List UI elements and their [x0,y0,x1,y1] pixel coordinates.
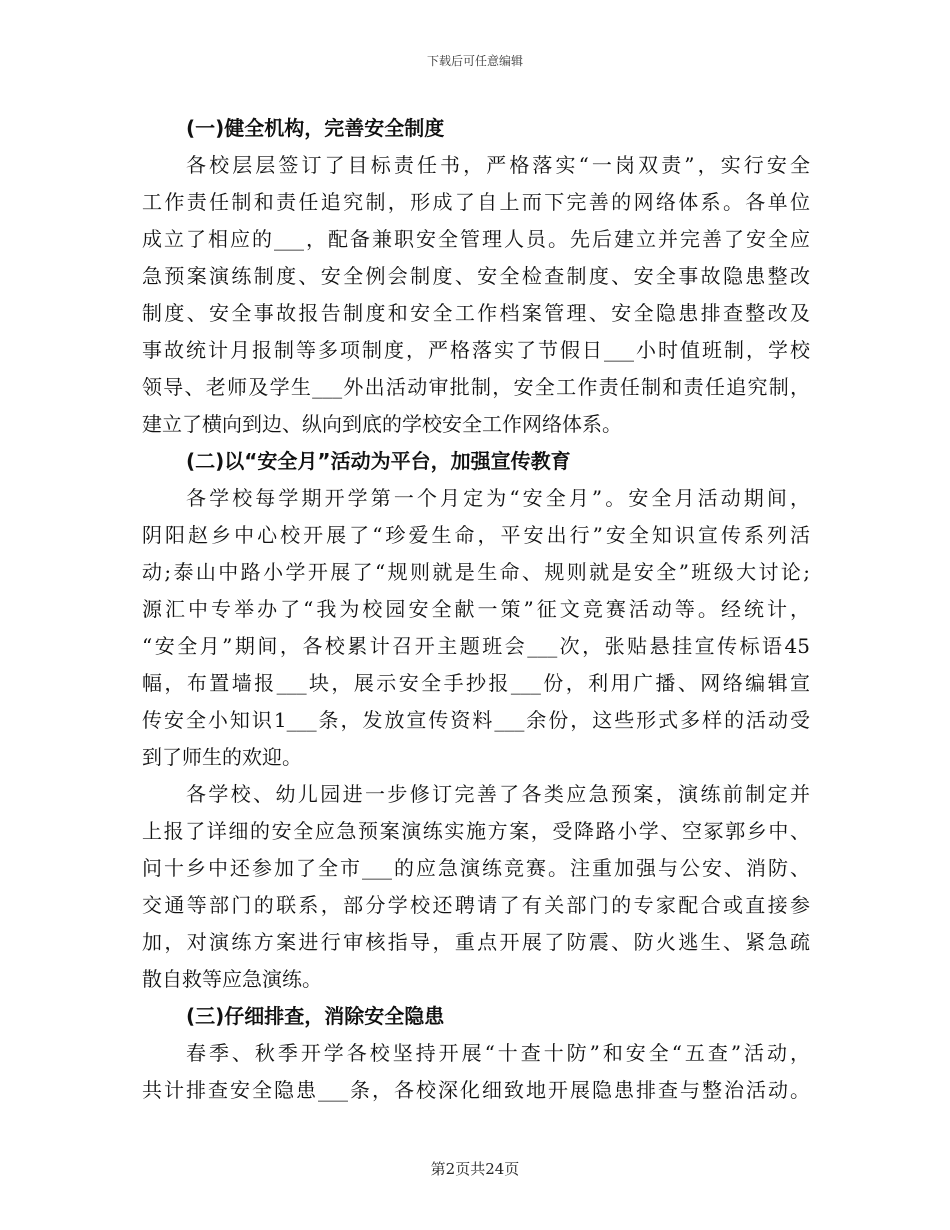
text-line: 工作责任制和责任追究制，形成了自上而下完善的网络体系。各单位 [142,190,810,214]
text-line: 各校层层签订了目标责任书，严格落实“一岗双责”，实行安全 [186,153,810,177]
page-footer: 第2页共24页 [430,1160,520,1178]
text-line: 建立了横向到边、纵向到底的学校安全工作网络体系。 [142,412,622,436]
section-heading: (一)健全机构，完善安全制度 [186,116,445,140]
text-line: 各学校、幼儿园进一步修订完善了各类应急预案，演练前制定并 [186,782,810,806]
text-line: 传安全小知识1___条，发放宣传资料___余份，这些形式多样的活动受 [142,708,810,732]
text-line: 问十乡中还参加了全市___的应急演练竞赛。注重加强与公安、消防、 [142,856,810,880]
page-header: 下载后可任意编辑 [426,54,523,68]
text-line: 上报了详细的安全应急预案演练实施方案，受降路小学、空冢郭乡中、 [142,819,810,843]
text-line: 共计排查安全隐患___条，各校深化细致地开展隐患排查与整治活动。 [142,1078,810,1102]
text-line: 散自救等应急演练。 [142,967,322,991]
text-line: 交通等部门的联系，部分学校还聘请了有关部门的专家配合或直接参 [142,893,810,917]
section-heading: (二)以“安全月”活动为平台，加强宣传教育 [186,449,571,473]
text-line: 春季、秋季开学各校坚持开展“十查十防”和安全“五查”活动， [186,1041,810,1065]
text-line: 各学校每学期开学第一个月定为“安全月”。安全月活动期间， [186,486,810,510]
text-line: 领导、老师及学生___外出活动审批制，安全工作责任制和责任追究制， [142,375,810,399]
text-line: 阴阳赵乡中心校开展了“珍爱生命，平安出行”安全知识宣传系列活 [142,523,810,547]
text-line: 到了师生的欢迎。 [142,745,302,769]
text-line: 事故统计月报制等多项制度，严格落实了节假日___小时值班制，学校 [142,338,810,362]
text-line: 制度、安全事故报告制度和安全工作档案管理、安全隐患排查整改及 [142,301,810,325]
text-line: 动;泰山中路小学开展了“规则就是生命、规则就是安全”班级大讨论; [142,560,810,584]
section-heading: (三)仔细排查，消除安全隐患 [186,1004,445,1028]
text-line: “安全月”期间，各校累计召开主题班会___次，张贴悬挂宣传标语45 [142,634,810,658]
text-line: 加，对演练方案进行审核指导，重点开展了防震、防火逃生、紧急疏 [142,930,810,954]
text-line: 急预案演练制度、安全例会制度、安全检查制度、安全事故隐患整改 [142,264,810,288]
text-line: 幅，布置墙报___块，展示安全手抄报___份，利用广播、网络编辑宣 [142,671,810,695]
text-line: 成立了相应的___，配备兼职安全管理人员。先后建立并完善了安全应 [142,227,810,251]
document-body [142,110,810,1109]
text-line: 源汇中专举办了“我为校园安全献一策”征文竞赛活动等。经统计， [142,597,810,621]
